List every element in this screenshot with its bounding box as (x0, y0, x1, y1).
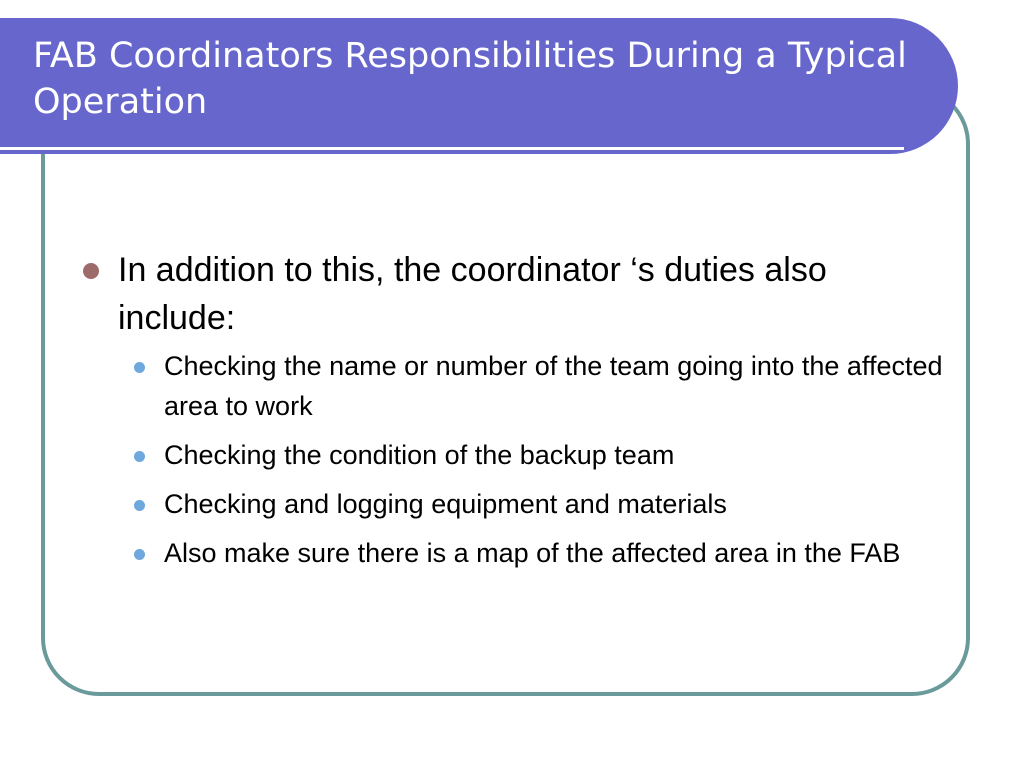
title-underline (0, 147, 904, 150)
sub-bullet-text: Checking the condition of the backup team (164, 440, 675, 470)
main-bullet-text: In addition to this, the coordinator ‘s duties also include: (118, 251, 827, 337)
sub-bullet-text: Checking and logging equipment and materials (164, 489, 727, 519)
sub-bullet-dot-icon (134, 549, 145, 560)
sub-bullet-dot-icon (134, 500, 145, 511)
sub-bullet (162, 346, 944, 426)
slide-title: FAB Coordinators Responsibilities During a Typical Operation (33, 36, 907, 122)
sub-bullet (162, 435, 944, 475)
bullet-list (80, 246, 943, 582)
sub-bullet-text: Also make sure there is a map of the affected area in the FAB (164, 538, 901, 568)
sub-bullet-dot-icon (134, 362, 145, 373)
sub-bullet-dot-icon (134, 451, 145, 462)
main-bullet (80, 246, 943, 573)
sub-bullet (162, 484, 944, 524)
bullet-dot-icon (83, 263, 99, 279)
sub-bullet-list (118, 346, 943, 573)
sub-bullet (162, 533, 944, 573)
sub-bullet-text: Checking the name or number of the team going into the affected area to work (164, 351, 943, 421)
